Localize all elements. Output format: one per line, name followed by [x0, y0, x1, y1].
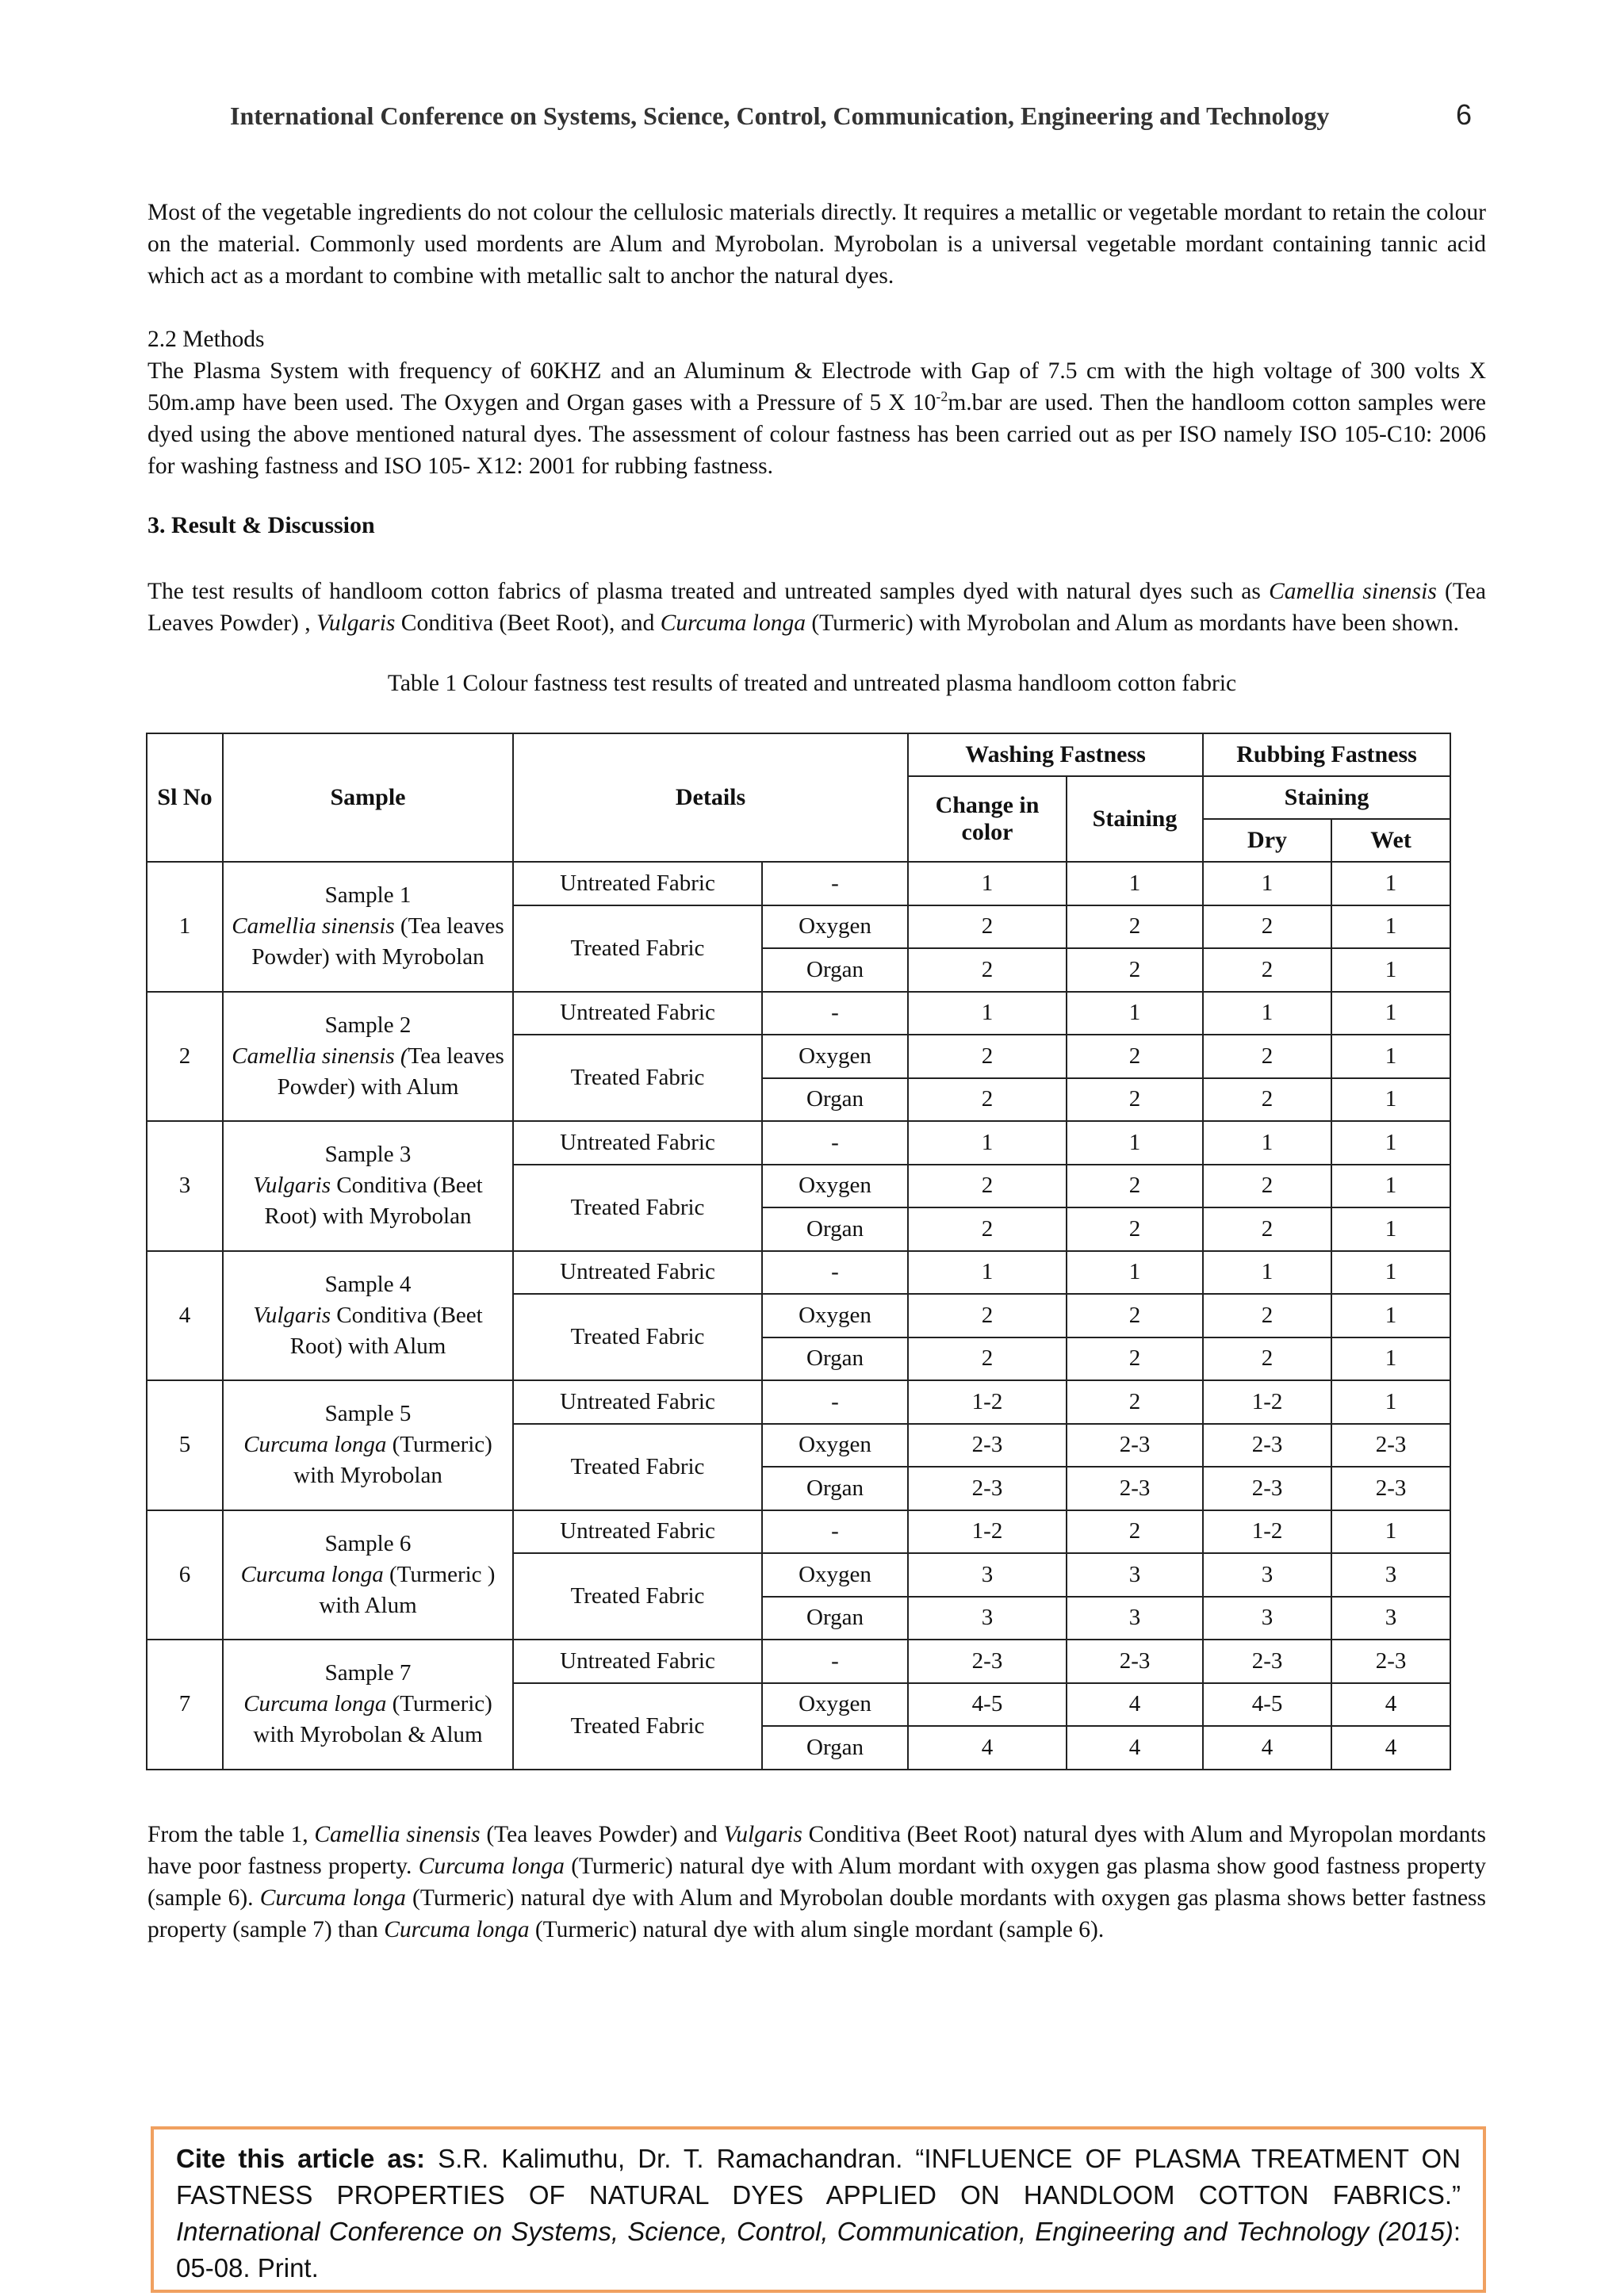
sample-title: Sample 2 [324, 1012, 412, 1038]
sample-cell [223, 1640, 513, 1770]
value-cell: 2 [1203, 1165, 1331, 1208]
value-cell: 2-3 [908, 1424, 1067, 1468]
sample-description: Curcuma longa (Turmeric) with Myrobolan [243, 1432, 492, 1489]
sample-description: Curcuma longa (Turmeric) with Myrobolan & Alum [243, 1691, 492, 1748]
sample-description: Curcuma longa (Turmeric ) with Alum [240, 1561, 496, 1618]
treated-label: Treated Fabric [513, 1683, 762, 1770]
gas-cell: Oxygen [762, 1683, 908, 1727]
value-cell: 1 [1331, 1337, 1450, 1381]
gas-cell: Oxygen [762, 1165, 908, 1208]
value-cell: 1 [1203, 862, 1331, 905]
value-cell: 1-2 [1203, 1380, 1331, 1424]
value-cell: 2-3 [1067, 1424, 1203, 1468]
citation-authors: S.R. Kalimuthu, Dr. T. Ramachandran. “INFLUENCE OF PLASMA TREATMENT ON FASTNESS PROPERTIES OF NATURAL DYES APPLIED ON HANDLOOM COTTON FABRICS.” [176, 2144, 1461, 2210]
gas-cell: Oxygen [762, 1553, 908, 1597]
sample-title: Sample 1 [324, 882, 412, 909]
sample-cell [223, 1251, 513, 1381]
value-cell: 2 [908, 1294, 1067, 1337]
conference-title: International Conference on Systems, Science, Control, Communication, Engineering and Technology [230, 101, 1330, 130]
header-dry: Dry [1203, 819, 1331, 862]
value-cell: 3 [1067, 1553, 1203, 1597]
sample-description: Camellia sinensis (Tea leaves Powder) with Alum [232, 1043, 504, 1100]
value-cell: 2 [1203, 905, 1331, 949]
value-cell: 1 [1331, 1510, 1450, 1554]
treated-label: Treated Fabric [513, 905, 762, 992]
value-cell: 2 [1067, 1337, 1203, 1381]
untreated-label: Untreated Fabric [513, 1640, 762, 1683]
gas-cell: Oxygen [762, 1294, 908, 1337]
sample-title: Sample 7 [324, 1660, 412, 1686]
sample-title: Sample 3 [324, 1142, 412, 1168]
sl-no-cell: 5 [147, 1380, 223, 1510]
value-cell: 2-3 [1331, 1424, 1450, 1468]
value-cell: 2 [1067, 948, 1203, 992]
methods-text [147, 355, 1486, 482]
value-cell: 1 [1067, 992, 1203, 1035]
gas-cell: - [762, 1640, 908, 1683]
methods-section [147, 323, 1486, 482]
methods-text-a: The Plasma System with frequency of 60KHZ and an Aluminum & Electrode with Gap of 7.5 cm with the high voltage of 300 volts X 50m.amp have been used. The Oxygen and Organ gases with a Pressure of 5 X 10 [147, 358, 1486, 415]
gas-cell: - [762, 1510, 908, 1554]
gas-cell: Organ [762, 1078, 908, 1122]
gas-cell: Organ [762, 1597, 908, 1640]
sample-cell [223, 862, 513, 992]
value-cell: 2 [908, 1337, 1067, 1381]
table-row [147, 1121, 1450, 1165]
value-cell: 1-2 [908, 1380, 1067, 1424]
header-sl-no: Sl No [147, 733, 223, 862]
value-cell: 2 [1203, 1035, 1331, 1078]
value-cell: 2-3 [1067, 1467, 1203, 1510]
value-cell: 4 [1331, 1683, 1450, 1727]
value-cell: 4-5 [1203, 1683, 1331, 1727]
value-cell: 1 [1331, 1078, 1450, 1122]
value-cell: 2 [1203, 948, 1331, 992]
value-cell: 1 [1331, 948, 1450, 992]
value-cell: 1 [1331, 1294, 1450, 1337]
gas-cell: Organ [762, 1467, 908, 1510]
value-cell: 1 [908, 862, 1067, 905]
value-cell: 2 [1067, 1294, 1203, 1337]
header-wet: Wet [1331, 819, 1450, 862]
value-cell: 3 [1331, 1553, 1450, 1597]
sl-no-cell: 6 [147, 1510, 223, 1640]
paragraph-conclusion: From the table 1, Camellia sinensis (Tea leaves Powder) and Vulgaris Conditiva (Beet Root) natural dyes with Alum and Myropolan mordants have poor fastness property. Curcuma longa (Turmeric) natural dye with Alum mordant with oxygen gas plasma show good fastness property (sample 6). Curcuma longa (Turmeric) natural dye with Alum and Myrobolan double mordants with oxygen gas plasma shows better fastness property (sample 7) than Curcuma longa (Turmeric) natural dye with alum single mordant (sample 6). [147, 1822, 1487, 1942]
value-cell: 2 [1067, 1510, 1203, 1554]
value-cell: 2 [1203, 1337, 1331, 1381]
header-washing-fastness: Washing Fastness [908, 733, 1203, 776]
value-cell: 2-3 [1331, 1640, 1450, 1683]
value-cell: 4 [1203, 1726, 1331, 1770]
value-cell: 2 [908, 1035, 1067, 1078]
value-cell: 1 [1331, 862, 1450, 905]
untreated-label: Untreated Fabric [513, 1510, 762, 1554]
table-row [147, 1640, 1450, 1683]
table-caption: Table 1 Colour fastness test results of treated and untreated plasma handloom cotton fabric [387, 671, 1237, 696]
value-cell: 2 [908, 948, 1067, 992]
sl-no-cell: 7 [147, 1640, 223, 1770]
header-rubbing-fastness: Rubbing Fastness [1203, 733, 1450, 776]
value-cell: 1 [1203, 1121, 1331, 1165]
gas-cell: - [762, 1251, 908, 1295]
value-cell: 1 [1331, 992, 1450, 1035]
value-cell: 2-3 [908, 1467, 1067, 1510]
value-cell: 2 [908, 1207, 1067, 1251]
value-cell: 3 [1203, 1597, 1331, 1640]
value-cell: 1 [908, 1121, 1067, 1165]
value-cell: 4 [1067, 1726, 1203, 1770]
table-row [147, 1510, 1450, 1554]
value-cell: 2 [908, 1165, 1067, 1208]
gas-cell: - [762, 1121, 908, 1165]
value-cell: 4 [1067, 1683, 1203, 1727]
value-cell: 2 [1067, 1078, 1203, 1122]
value-cell: 2 [1067, 1380, 1203, 1424]
value-cell: 1 [908, 1251, 1067, 1295]
sample-description: Camellia sinensis (Tea leaves Powder) with Myrobolan [232, 913, 504, 970]
value-cell: 1 [1067, 1121, 1203, 1165]
value-cell: 2 [908, 905, 1067, 949]
value-cell: 1 [1067, 1251, 1203, 1295]
value-cell: 2 [1203, 1294, 1331, 1337]
value-cell: 3 [908, 1597, 1067, 1640]
table-row [147, 1251, 1450, 1295]
value-cell: 1 [1331, 1035, 1450, 1078]
colour-fastness-table [146, 733, 1451, 1770]
sample-cell [223, 1380, 513, 1510]
sample-title: Sample 6 [324, 1530, 412, 1556]
table-row [147, 1380, 1450, 1424]
header-washing-staining: Staining [1067, 776, 1203, 862]
value-cell: 2-3 [1331, 1467, 1450, 1510]
citation-journal: International Conference on Systems, Science, Control, Communication, Engineering and Technology (2015) [176, 2217, 1454, 2246]
untreated-label: Untreated Fabric [513, 1251, 762, 1295]
value-cell: 1 [1331, 1207, 1450, 1251]
result-heading: 3. Result & Discussion [147, 512, 375, 538]
value-cell: 2 [1067, 1035, 1203, 1078]
value-cell: 2 [1203, 1078, 1331, 1122]
value-cell: 1 [1331, 1165, 1450, 1208]
treated-label: Treated Fabric [513, 1035, 762, 1121]
sample-cell [223, 1121, 513, 1251]
gas-cell: Oxygen [762, 1035, 908, 1078]
sample-cell [223, 992, 513, 1122]
value-cell: 2-3 [908, 1640, 1067, 1683]
gas-cell: - [762, 1380, 908, 1424]
value-cell: 1 [1331, 1380, 1450, 1424]
gas-cell: Organ [762, 1207, 908, 1251]
citation-pages: : 05-08. Print [176, 2217, 1461, 2283]
gas-cell: Oxygen [762, 905, 908, 949]
sl-no-cell: 3 [147, 1121, 223, 1251]
value-cell: 3 [1331, 1597, 1450, 1640]
paragraph-mordants: Most of the vegetable ingredients do not colour the cellulosic materials directly. It requires a metallic or vegetable mordant to retain the colour on the material. Commonly used mordents are Alum and Myrobolan. Myrobolan is a universal vegetable mordant containing tannic acid which act as a mordant to combine with metallic salt to anchor the natural dyes. [147, 200, 1486, 289]
treated-label: Treated Fabric [513, 1165, 762, 1251]
paragraph-results-intro: The test results of handloom cotton fabrics of plasma treated and untreated samples dyed with natural dyes such as Camellia sinensis (Tea Leaves Powder) , Vulgaris Conditiva (Beet Root), and Curcuma longa (Turmeric) with Myrobolan and Alum as mordants have been shown. [147, 579, 1486, 636]
gas-cell: - [762, 862, 908, 905]
sample-cell [223, 1510, 513, 1640]
sl-no-cell: 2 [147, 992, 223, 1122]
gas-cell: Oxygen [762, 1424, 908, 1468]
value-cell: 4 [1331, 1726, 1450, 1770]
value-cell: 1 [1067, 862, 1203, 905]
treated-label: Treated Fabric [513, 1294, 762, 1380]
value-cell: 1-2 [1203, 1510, 1331, 1554]
header-rubbing-staining: Staining [1203, 776, 1450, 819]
value-cell: 1 [1203, 992, 1331, 1035]
treated-label: Treated Fabric [513, 1424, 762, 1510]
sample-description: Vulgaris Conditiva (Beet Root) with Myrobolan [253, 1173, 483, 1230]
value-cell: 2 [1067, 1165, 1203, 1208]
running-header [230, 98, 1472, 140]
value-cell: 2 [1067, 1207, 1203, 1251]
value-cell: 1 [908, 992, 1067, 1035]
value-cell: 1-2 [908, 1510, 1067, 1554]
value-cell: 3 [1203, 1553, 1331, 1597]
value-cell: 1 [1203, 1251, 1331, 1295]
page-number: 6 [1455, 98, 1472, 131]
gas-cell: Organ [762, 1726, 908, 1770]
value-cell: 2 [1067, 905, 1203, 949]
untreated-label: Untreated Fabric [513, 1380, 762, 1424]
methods-heading: 2.2 Methods [147, 327, 265, 352]
header-change-in-color: Change in color [908, 776, 1067, 862]
value-cell: 2-3 [1067, 1640, 1203, 1683]
sample-title: Sample 4 [324, 1271, 412, 1297]
untreated-label: Untreated Fabric [513, 1121, 762, 1165]
gas-cell: Organ [762, 948, 908, 992]
value-cell: 3 [908, 1553, 1067, 1597]
gas-cell: Organ [762, 1337, 908, 1381]
citation-label: Cite this article as: [176, 2144, 426, 2173]
sl-no-cell: 4 [147, 1251, 223, 1381]
value-cell: 1 [1331, 1251, 1450, 1295]
untreated-label: Untreated Fabric [513, 992, 762, 1035]
value-cell: 1 [1331, 1121, 1450, 1165]
value-cell: 2 [908, 1078, 1067, 1122]
sl-no-cell: 1 [147, 862, 223, 992]
methods-text-b: m.bar are used. Then the handloom cotton samples were dyed using the above mentioned natural dyes. The assessment of colour fastness has been carried out as per ISO namely ISO 105-C10: 2006 for washing fastness and ISO 105- X12: 2001 for rubbing fastness. [147, 390, 1486, 479]
value-cell: 2-3 [1203, 1467, 1331, 1510]
pressure-exponent: -2 [936, 388, 948, 405]
value-cell: 1 [1331, 905, 1450, 949]
value-cell: 2 [1203, 1207, 1331, 1251]
value-cell: 2-3 [1203, 1424, 1331, 1468]
citation-box: Cite this article as: S.R. Kalimuthu, Dr. T. Ramachandran. “INFLUENCE OF PLASMA TREATMENT ON FASTNESS PROPERTIES OF NATURAL DYES APPLIED ON HANDLOOM COTTON FABRICS.” International Conference on Systems, Science, Control, Communication, Engineering and Technology (2015): 05-08. Print. [151, 2126, 1486, 2293]
header-details: Details [513, 733, 908, 862]
value-cell: 4-5 [908, 1683, 1067, 1727]
table-row [147, 992, 1450, 1035]
untreated-label: Untreated Fabric [513, 862, 762, 905]
value-cell: 4 [908, 1726, 1067, 1770]
sample-description: Vulgaris Conditiva (Beet Root) with Alum [253, 1302, 483, 1359]
sample-title: Sample 5 [324, 1401, 412, 1427]
value-cell: 2-3 [1203, 1640, 1331, 1683]
treated-label: Treated Fabric [513, 1553, 762, 1640]
table-row [147, 862, 1450, 905]
header-sample: Sample [223, 733, 513, 862]
value-cell: 3 [1067, 1597, 1203, 1640]
gas-cell: - [762, 992, 908, 1035]
